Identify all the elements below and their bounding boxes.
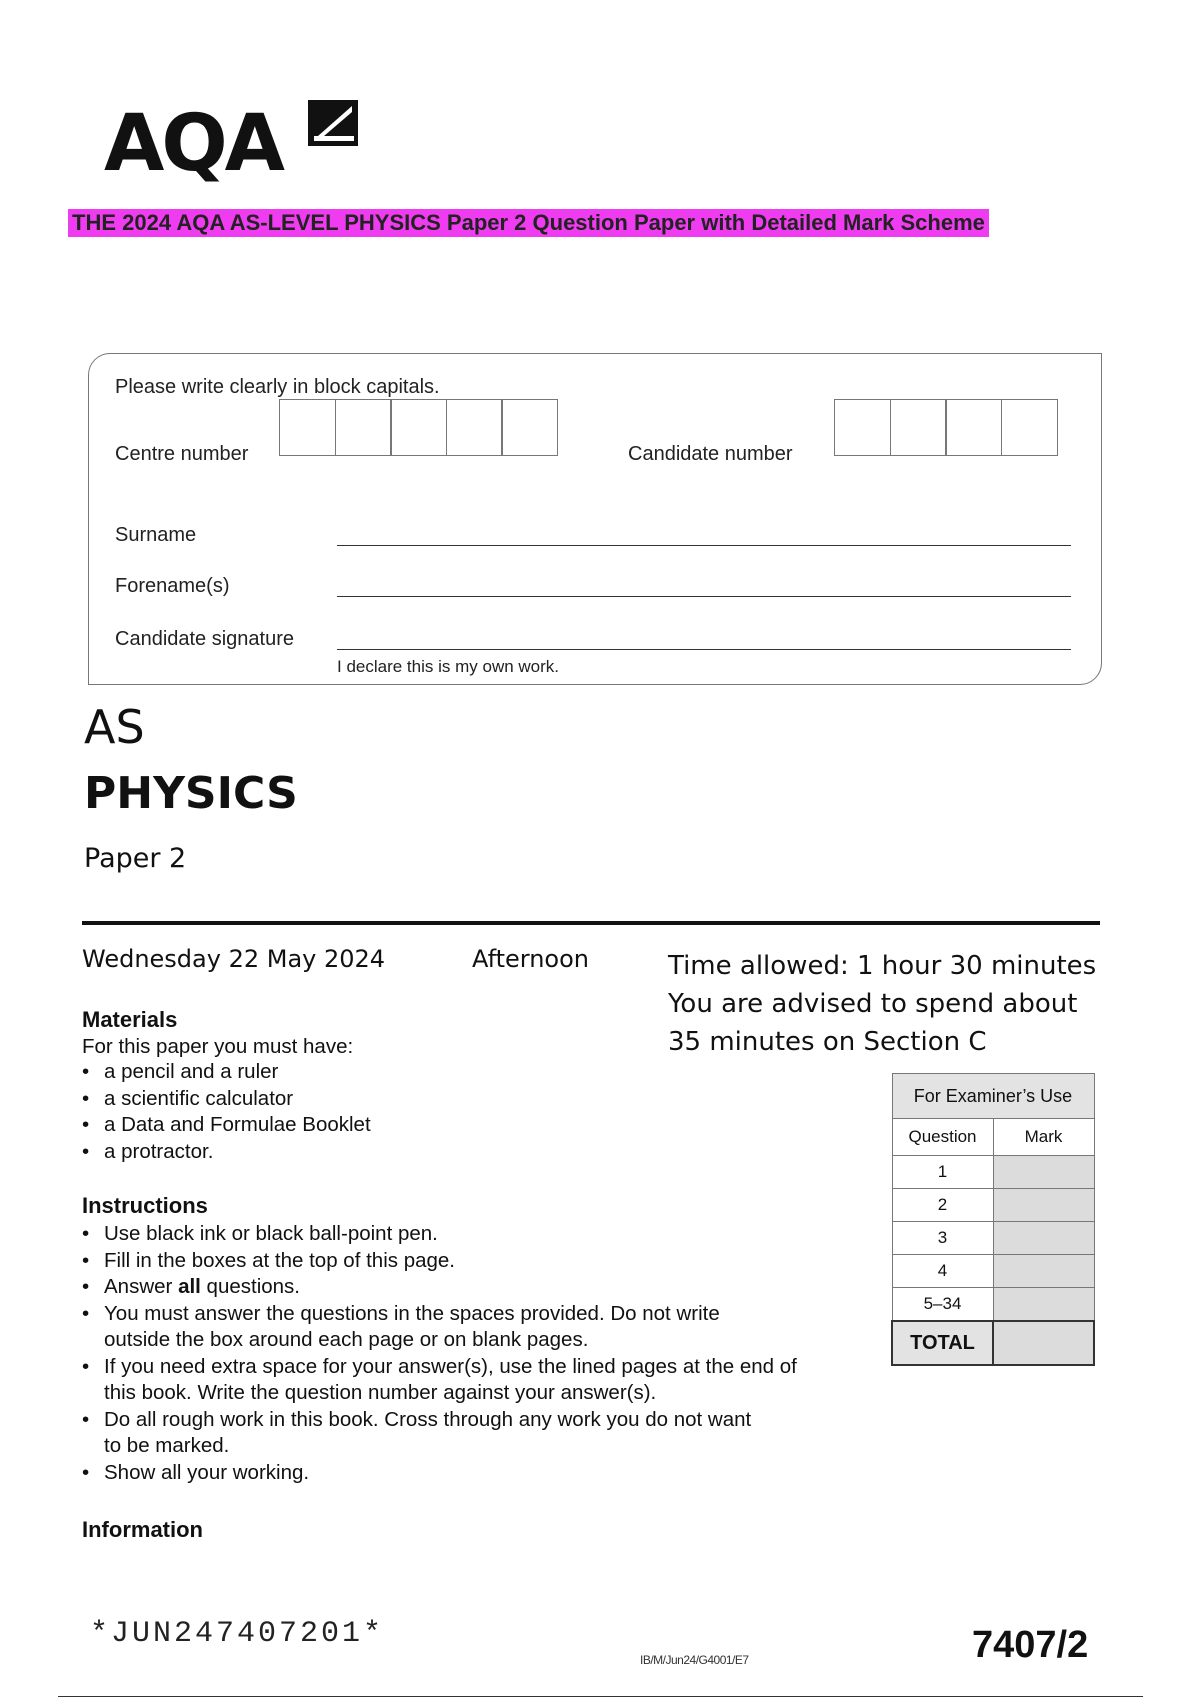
centre-digit-box[interactable]	[335, 399, 392, 456]
instruction-item: • If you need extra space for your answer(s), use the lined pages at the end of this book. Write the question number against your answer(s).	[82, 1354, 882, 1407]
mark-column-header: Mark	[993, 1119, 1094, 1156]
question-number: 3	[892, 1222, 993, 1255]
paper-title: Paper 2	[84, 843, 187, 874]
materials-item: • a protractor.	[82, 1139, 642, 1166]
question-number: 2	[892, 1189, 993, 1222]
exam-date: Wednesday 22 May 2024	[82, 945, 386, 973]
mark-cell[interactable]	[993, 1222, 1094, 1255]
centre-number-label: Centre number	[115, 443, 249, 465]
subject-title: PHYSICS	[84, 768, 298, 819]
candidate-number-boxes[interactable]	[834, 399, 1058, 456]
examiner-table-title: For Examiner’s Use	[892, 1074, 1094, 1119]
information-heading: Information	[82, 1517, 203, 1542]
candidate-number-label: Candidate number	[628, 443, 793, 465]
paper-code: 7407/2	[972, 1624, 1089, 1666]
signature-field[interactable]	[337, 649, 1071, 650]
materials-item: • a pencil and a ruler	[82, 1059, 642, 1086]
exam-session: Afternoon	[472, 945, 589, 973]
materials-heading: Materials	[82, 1007, 178, 1032]
materials-item: • a scientific calculator	[82, 1086, 642, 1113]
instruction-item: • Use black ink or black ball-point pen.	[82, 1221, 882, 1248]
question-number: 4	[892, 1255, 993, 1288]
materials-section	[82, 1007, 642, 1165]
candidate-digit-box[interactable]	[945, 399, 1002, 456]
instruction-item: • You must answer the questions in the spaces provided. Do not write outside the box around each page or on blank pages.	[82, 1301, 882, 1354]
candidate-digit-box[interactable]	[890, 399, 947, 456]
candidate-digit-box[interactable]	[1001, 399, 1058, 456]
materials-item: • a Data and Formulae Booklet	[82, 1112, 642, 1139]
instruction-item: • Do all rough work in this book. Cross through any work you do not want to be marked.	[82, 1407, 882, 1460]
declaration-text: I declare this is my own work.	[337, 657, 560, 676]
centre-digit-box[interactable]	[501, 399, 558, 456]
time-line: 35 minutes on Section C	[668, 1027, 987, 1057]
barcode-text: *JUN247407201*	[90, 1617, 385, 1651]
mark-cell[interactable]	[993, 1255, 1094, 1288]
question-number: 1	[892, 1156, 993, 1189]
divider	[82, 921, 1100, 925]
total-label: TOTAL	[892, 1321, 993, 1365]
signature-label: Candidate signature	[115, 628, 295, 650]
materials-intro: For this paper you must have:	[82, 1035, 354, 1058]
level-title: AS	[84, 700, 145, 754]
surname-label: Surname	[115, 524, 197, 546]
examiner-use-table	[891, 1073, 1095, 1366]
forename-label: Forename(s)	[115, 575, 230, 597]
instructions-heading: Instructions	[82, 1193, 208, 1218]
surname-field[interactable]	[337, 545, 1071, 546]
footer-rule	[58, 1696, 1143, 1697]
instruction-item: • Show all your working.	[82, 1460, 882, 1487]
question-number: 5–34	[892, 1288, 993, 1322]
instructions-section	[82, 1193, 882, 1486]
centre-digit-box[interactable]	[446, 399, 503, 456]
document-reference: IB/M/Jun24/G4001/E7	[640, 1653, 749, 1667]
total-mark-cell[interactable]	[993, 1321, 1094, 1365]
time-allowed	[668, 947, 1096, 1061]
question-column-header: Question	[892, 1119, 993, 1156]
mark-cell[interactable]	[993, 1156, 1094, 1189]
instruction-item: • Answer all questions.	[82, 1274, 882, 1301]
mark-cell[interactable]	[993, 1189, 1094, 1222]
candidate-digit-box[interactable]	[834, 399, 891, 456]
forename-field[interactable]	[337, 596, 1071, 597]
time-line: You are advised to spend about	[668, 989, 1078, 1019]
centre-number-boxes[interactable]	[279, 399, 558, 456]
title-banner: THE 2024 AQA AS-LEVEL PHYSICS Paper 2 Question Paper with Detailed Mark Scheme	[68, 209, 989, 237]
centre-digit-box[interactable]	[390, 399, 447, 456]
time-line: Time allowed: 1 hour 30 minutes	[668, 951, 1097, 981]
mark-cell[interactable]	[993, 1288, 1094, 1322]
aqa-logo: AQA	[104, 99, 283, 189]
block-capitals-instruction: Please write clearly in block capitals.	[115, 376, 440, 398]
instruction-item: • Fill in the boxes at the top of this page.	[82, 1248, 882, 1275]
centre-digit-box[interactable]	[279, 399, 336, 456]
aqa-logo-mark-icon	[306, 96, 362, 152]
